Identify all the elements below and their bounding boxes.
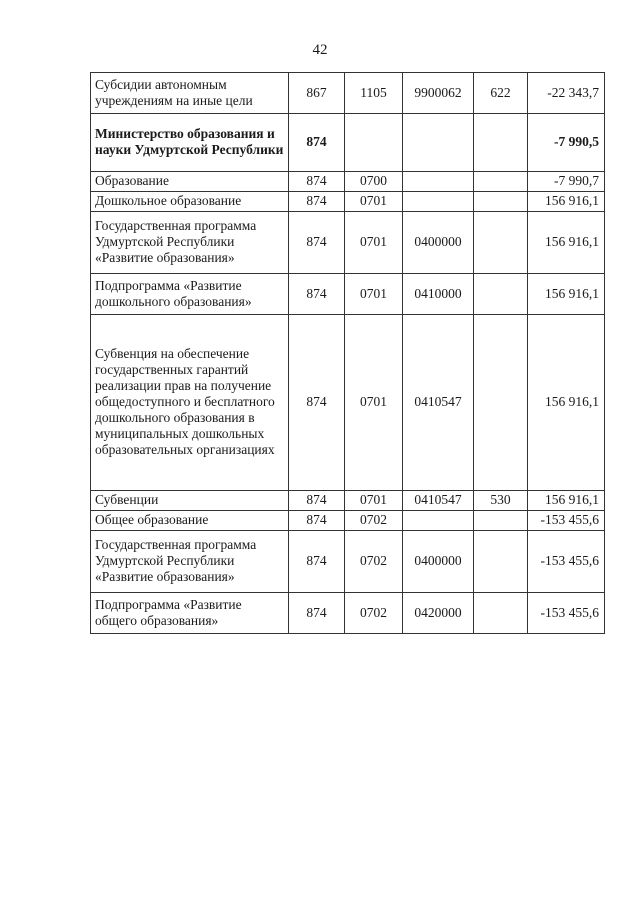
row-rz: 0701 xyxy=(345,192,403,212)
row-name: Дошкольное образование xyxy=(91,192,289,212)
row-name: Подпрограмма «Развитие общего образования» xyxy=(91,593,289,634)
table-row xyxy=(91,511,605,531)
row-ved: 874 xyxy=(289,491,345,511)
row-sum: 156 916,1 xyxy=(528,491,605,511)
row-ved: 874 xyxy=(289,192,345,212)
row-vr xyxy=(474,114,528,172)
row-rz: 0701 xyxy=(345,274,403,315)
row-vr: 622 xyxy=(474,73,528,114)
row-csr: 0410547 xyxy=(403,491,474,511)
row-name: Субвенция на обеспечение государственных гарантий реализации прав на получение общедоступного и бесплатного дошкольного образования в муниципальных дошкольных образовательных организациях xyxy=(91,315,289,491)
row-rz: 0701 xyxy=(345,212,403,274)
row-sum: 156 916,1 xyxy=(528,274,605,315)
row-rz: 0702 xyxy=(345,511,403,531)
row-name: Министерство образования и науки Удмуртской Республики xyxy=(91,114,289,172)
table-row xyxy=(91,192,605,212)
budget-table xyxy=(90,72,605,634)
row-csr xyxy=(403,511,474,531)
row-vr: 530 xyxy=(474,491,528,511)
row-ved: 874 xyxy=(289,531,345,593)
row-vr xyxy=(474,593,528,634)
row-ved: 874 xyxy=(289,511,345,531)
row-sum: -153 455,6 xyxy=(528,511,605,531)
table-row xyxy=(91,73,605,114)
row-rz: 0701 xyxy=(345,315,403,491)
row-ved: 874 xyxy=(289,172,345,192)
row-sum: -7 990,5 xyxy=(528,114,605,172)
row-csr: 9900062 xyxy=(403,73,474,114)
row-name: Субвенции xyxy=(91,491,289,511)
row-vr xyxy=(474,315,528,491)
table-row xyxy=(91,212,605,274)
table-row xyxy=(91,491,605,511)
row-vr xyxy=(474,511,528,531)
row-ved: 874 xyxy=(289,114,345,172)
row-sum: -7 990,7 xyxy=(528,172,605,192)
row-csr: 0410000 xyxy=(403,274,474,315)
row-rz: 0702 xyxy=(345,531,403,593)
table-row xyxy=(91,315,605,491)
row-csr xyxy=(403,192,474,212)
table-row xyxy=(91,274,605,315)
page-number: 42 xyxy=(312,42,328,58)
row-vr xyxy=(474,531,528,593)
row-vr xyxy=(474,172,528,192)
row-csr: 0410547 xyxy=(403,315,474,491)
row-name: Субсидии автономным учреждениям на иные цели xyxy=(91,73,289,114)
row-sum: 156 916,1 xyxy=(528,192,605,212)
row-sum: -153 455,6 xyxy=(528,593,605,634)
row-sum: 156 916,1 xyxy=(528,212,605,274)
row-ved: 867 xyxy=(289,73,345,114)
row-vr xyxy=(474,192,528,212)
row-rz: 1105 xyxy=(345,73,403,114)
row-rz xyxy=(345,114,403,172)
row-csr: 0400000 xyxy=(403,531,474,593)
row-rz: 0700 xyxy=(345,172,403,192)
row-sum: -153 455,6 xyxy=(528,531,605,593)
table-row xyxy=(91,531,605,593)
table-row xyxy=(91,114,605,172)
row-rz: 0701 xyxy=(345,491,403,511)
row-csr: 0420000 xyxy=(403,593,474,634)
row-name: Государственная программа Удмуртской Республики «Развитие образования» xyxy=(91,531,289,593)
row-ved: 874 xyxy=(289,593,345,634)
row-name: Подпрограмма «Развитие дошкольного образования» xyxy=(91,274,289,315)
row-name: Образование xyxy=(91,172,289,192)
row-rz: 0702 xyxy=(345,593,403,634)
row-ved: 874 xyxy=(289,315,345,491)
row-vr xyxy=(474,274,528,315)
row-csr: 0400000 xyxy=(403,212,474,274)
row-ved: 874 xyxy=(289,212,345,274)
table-row xyxy=(91,593,605,634)
row-sum: 156 916,1 xyxy=(528,315,605,491)
row-name: Общее образование xyxy=(91,511,289,531)
table-row xyxy=(91,172,605,192)
row-ved: 874 xyxy=(289,274,345,315)
row-csr xyxy=(403,172,474,192)
row-name: Государственная программа Удмуртской Республики «Развитие образования» xyxy=(91,212,289,274)
row-vr xyxy=(474,212,528,274)
row-sum: -22 343,7 xyxy=(528,73,605,114)
row-csr xyxy=(403,114,474,172)
